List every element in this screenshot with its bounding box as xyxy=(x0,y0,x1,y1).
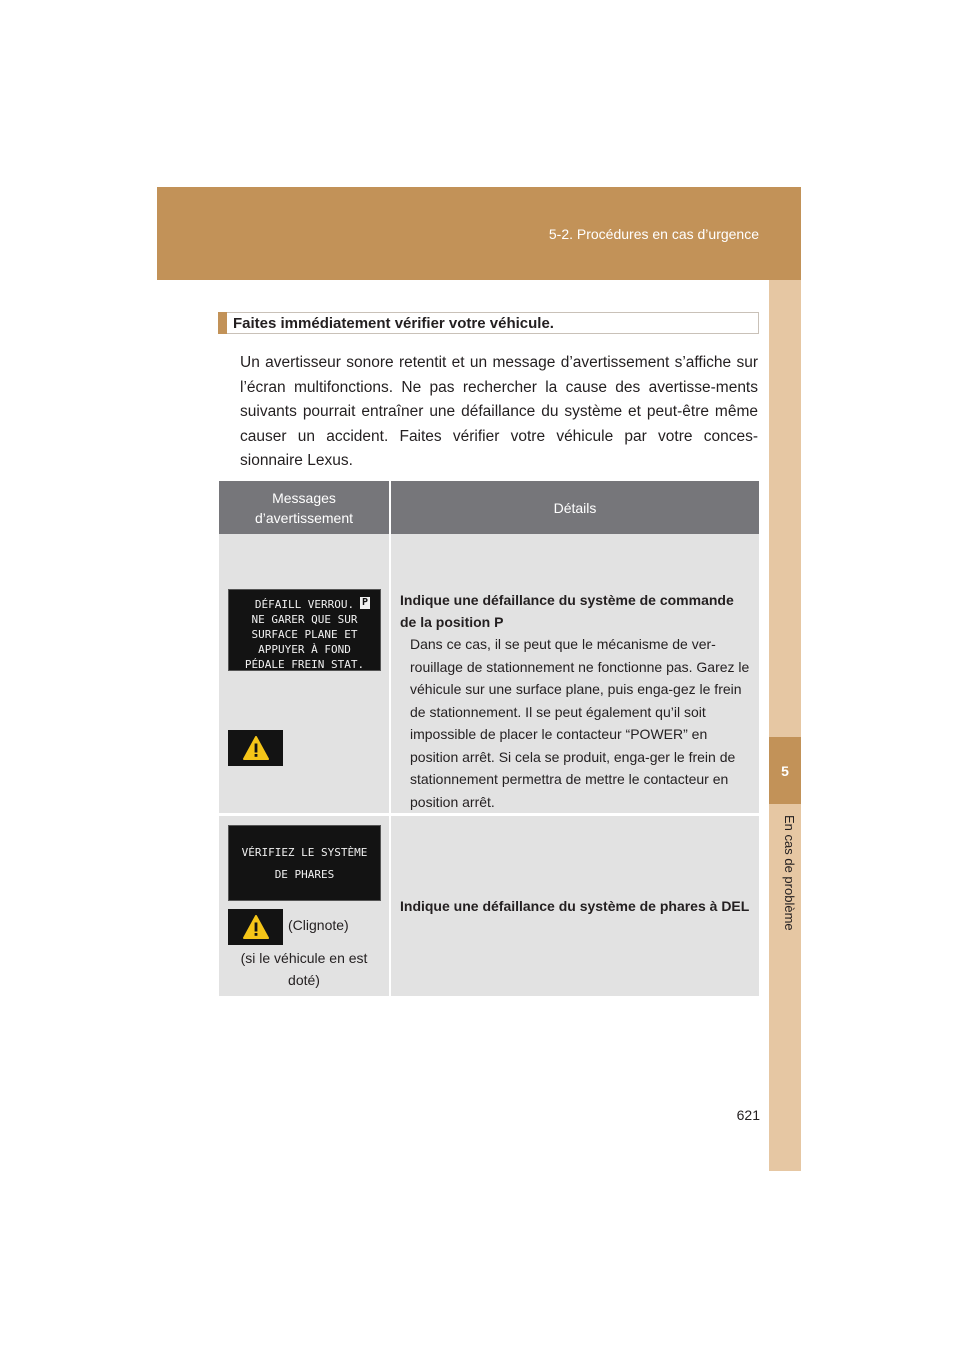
message-cell xyxy=(219,534,390,815)
details-title: Indique une défaillance du système de phares à DEL xyxy=(400,898,750,914)
screen-line: DE PHARES xyxy=(274,868,335,881)
details-cell xyxy=(390,815,759,997)
section-breadcrumb: 5-2. Procédures en cas d’urgence xyxy=(548,226,759,242)
screen-line: VÉRIFIEZ LE SYSTÈME xyxy=(241,846,368,859)
blink-note: (Clignote) xyxy=(288,917,349,933)
header-messages-line2: d’avertissement xyxy=(254,509,354,526)
message-cell xyxy=(219,815,390,997)
warning-triangle-icon xyxy=(243,915,269,939)
equipped-note: (si le véhicule en est doté) xyxy=(240,950,368,988)
chapter-label: En cas de problème xyxy=(782,815,797,931)
screen-line: APPUYER À FOND xyxy=(258,643,351,656)
header-details: Détails xyxy=(390,481,759,534)
warning-indicator xyxy=(228,909,283,945)
screen-line: SURFACE PLANE ET xyxy=(251,628,358,641)
headlight-screen xyxy=(228,825,381,901)
screen-line: DÉFAILL VERROU. xyxy=(254,598,355,611)
header-messages xyxy=(219,481,390,534)
section-title-accent xyxy=(218,312,227,334)
warning-triangle-icon xyxy=(243,736,269,760)
details-title: Indique une défaillance du système de commande de la position P xyxy=(400,592,734,630)
park-lock-screen xyxy=(228,589,381,671)
warning-indicator xyxy=(228,730,283,766)
table-row xyxy=(219,534,759,815)
page-number: 621 xyxy=(736,1107,760,1123)
header-messages-line1: Messages xyxy=(272,489,336,506)
intro-paragraph: Un avertisseur sonore retentit et un message d’avertissement s’affiche sur l’écran multifonctions. Ne pas rechercher la cause des avertisse-ments suivants pourrait entraîner une défaillance du système et peut-être même causer un accident. Faites vérifier votre véhicule par votre conces-sionnaire Lexus. xyxy=(240,354,758,469)
screen-line: NE GARER QUE SUR xyxy=(251,613,358,626)
table-row xyxy=(219,815,759,997)
section-title: Faites immédiatement vérifier votre véhicule. xyxy=(233,314,554,332)
table-header-row xyxy=(219,481,759,534)
chapter-side-tab xyxy=(769,280,801,1171)
chapter-number: 5 xyxy=(769,737,801,804)
details-body: Dans ce cas, il se peut que le mécanisme de ver-rouillage de stationnement ne fonctionne pas. Garez le véhicule sur une surface plane, puis enga-gez le frein de stationnement. Il se peut également qu’il soit impossible de placer le contacteur “POWER” en position arrêt. Si cela se produit, enga-ger le frein de stationnement permettra de mettre le contacteur en position arrêt. xyxy=(410,636,750,810)
section-title-bar xyxy=(219,312,759,334)
screen-line: PÉDALE FREIN STAT. xyxy=(244,658,365,671)
warning-table xyxy=(219,481,759,996)
header-band xyxy=(157,187,801,280)
p-position-badge: P xyxy=(361,597,369,608)
details-cell xyxy=(390,534,759,815)
